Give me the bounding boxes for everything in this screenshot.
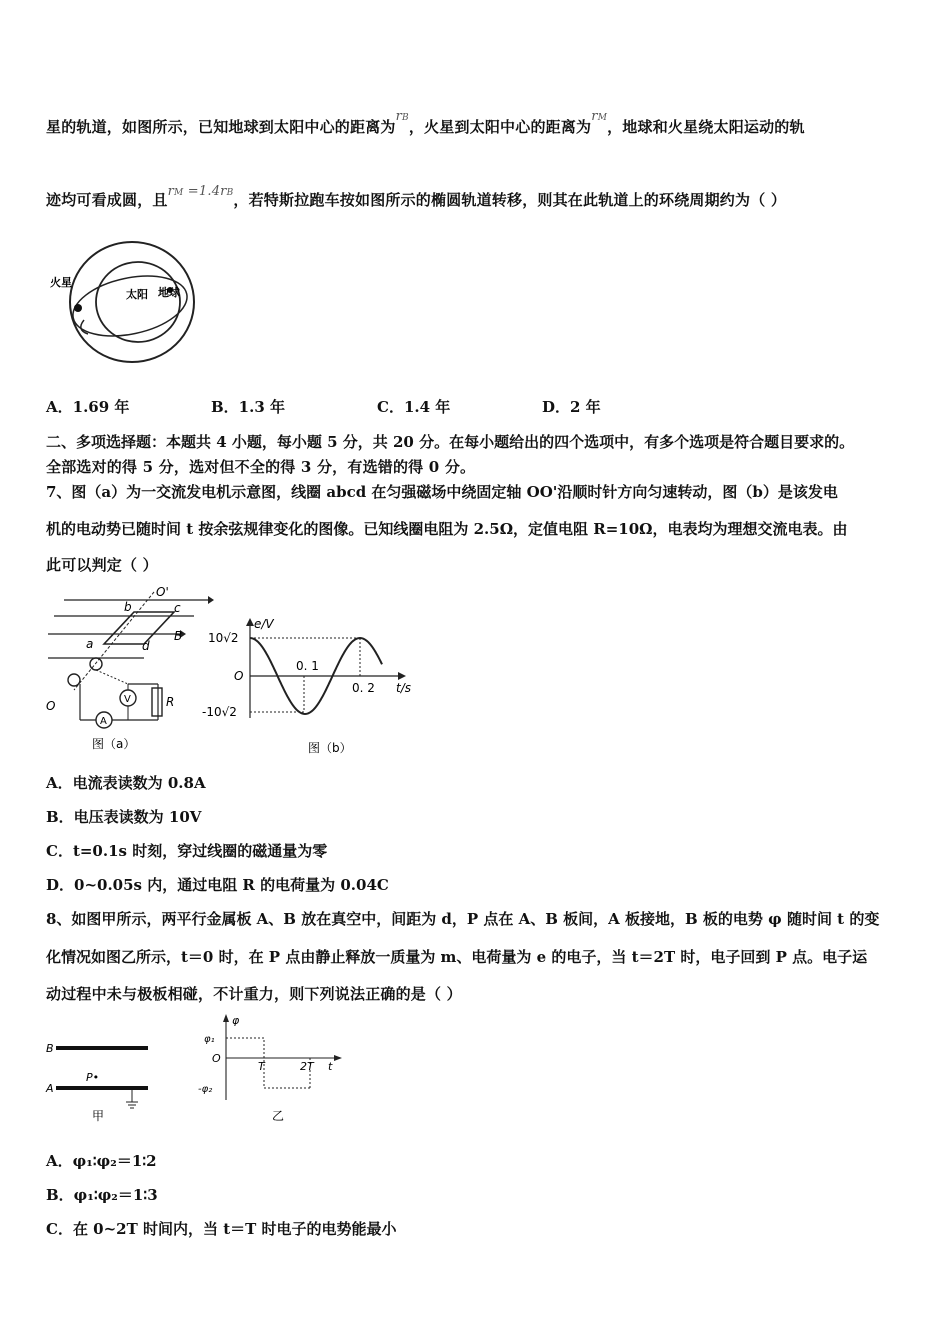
caption-fig-a: 图（a） (92, 737, 136, 751)
q7-option-b: B．电压表读数为 10V (46, 808, 202, 826)
q6-option-d: D．2 年 (542, 398, 601, 416)
emf-graph (200, 614, 420, 760)
mars-dot (74, 304, 82, 312)
plates-figure (44, 1036, 154, 1126)
q8-option-c: C．在 0~2T 时间内，当 t＝T 时电子的电势能最小 (46, 1220, 397, 1238)
rM-symbol: rM (591, 109, 608, 124)
label-V: V (124, 694, 131, 705)
y-min-label: -10√2 (202, 705, 237, 719)
q8-line-2: 化情况如图乙所示，t＝0 时，在 P 点由静止释放一质量为 m、电荷量为 e 的电子，当 t＝2T 时，电子回到 P 点。电子运 (46, 948, 868, 966)
orbit-figure (46, 240, 206, 370)
radius-relation: rM =1.4rB (167, 184, 234, 199)
q6-option-b: B．1.3 年 (211, 398, 285, 416)
q7-line-2: 机的电动势已随时间 t 按余弦规律变化的图像。已知线圈电阻为 2.5Ω，定值电阻 R=10Ω，电表均为理想交流电表。由 (46, 520, 848, 538)
section2-line-1: 二、多项选择题：本题共 4 小题，每小题 5 分，共 20 分。在每小题给出的四个选项中，有多个选项是符合题目要求的。 (46, 433, 855, 451)
label-b: b (124, 600, 132, 614)
mars-label: 火星 (50, 276, 72, 289)
q7-option-a: A．电流表读数为 0.8A (46, 774, 206, 792)
q7-option-c: C．t=0.1s 时刻，穿过线圈的磁通量为零 (46, 842, 328, 860)
q6-text: ，地球和火星绕太阳运动的轨 (607, 118, 805, 136)
phi-graph (196, 1012, 346, 1126)
x-label: t/s (396, 681, 411, 695)
earth-orbit (96, 262, 180, 342)
phi-label: φ (232, 1014, 240, 1027)
caption-jia: 甲 (92, 1109, 105, 1123)
coil-abcd (104, 612, 174, 644)
label-plate-A: A (46, 1082, 54, 1095)
q6-text: 星的轨道，如图所示，已知地球到太阳中心的距离为 (46, 118, 396, 136)
plate-A (56, 1086, 148, 1090)
q6-text: 迹均可看成圆，且 (46, 191, 168, 209)
origin-label-yi: O (212, 1052, 221, 1065)
q6-text: ，若特斯拉跑车按如图所示的椭圆轨道转移，则其在此轨道上的环绕周期约为（ ） (233, 191, 787, 209)
label-d: d (142, 639, 150, 653)
q6-text: ，火星到太阳中心的距离为 (408, 118, 592, 136)
q8-option-a: A．φ₁∶φ₂＝1∶2 (46, 1152, 157, 1170)
caption-yi: 乙 (272, 1109, 285, 1123)
q7-option-d: D．0~0.05s 内，通过电阻 R 的电荷量为 0.04C (46, 876, 389, 894)
rB-symbol: rB (395, 109, 409, 124)
q6-option-c: C．1.4 年 (377, 398, 451, 416)
q6-line-1 (46, 109, 805, 137)
q8-option-b: B．φ₁∶φ₂＝1∶3 (46, 1186, 158, 1204)
q6-line-2 (46, 184, 787, 210)
t2-label: 0. 2 (352, 681, 375, 695)
label-O: O (46, 699, 56, 713)
label-O-prime: O' (156, 585, 169, 599)
point-P: P• (86, 1071, 100, 1084)
y-label: e/V (254, 617, 274, 631)
q8-line-3: 动过程中未与极板相碰，不计重力，则下列说法正确的是（ ） (46, 985, 462, 1003)
label-A: A (100, 716, 107, 727)
earth-label: 地球 (158, 286, 180, 299)
section2-line-2: 全部选对的得 5 分，选对但不全的得 3 分，有选错的得 0 分。 (46, 458, 476, 476)
label-B-field: B (174, 629, 183, 643)
origin-label: O (234, 669, 244, 683)
resistor-R (152, 688, 162, 716)
plate-B (56, 1046, 148, 1050)
q8-line-1: 8、如图甲所示，两平行金属板 A、B 放在真空中，间距为 d，P 点在 A、B 板间，A 板接地，B 板的电势 φ 随时间 t 的变 (46, 910, 880, 928)
caption-fig-b: 图（b） (308, 741, 352, 755)
mars-orbit (70, 242, 194, 362)
sun-label: 太阳 (126, 288, 148, 301)
phi1-label: φ₁ (204, 1034, 215, 1045)
phi2-label: -φ₂ (198, 1084, 213, 1095)
q7-line-3: 此可以判定（ ） (46, 556, 158, 574)
T-label: T (258, 1060, 265, 1073)
label-a: a (86, 637, 94, 651)
label-plate-B: B (46, 1042, 54, 1055)
q7-line-1: 7、图（a）为一交流发电机示意图，线圈 abcd 在匀强磁场中绕固定轴 OO'沿顺时针方向匀速转动，图（b）是该发电 (46, 483, 838, 501)
label-c: c (174, 601, 181, 615)
2T-label: 2T (300, 1060, 314, 1073)
q6-option-a: A．1.69 年 (46, 398, 130, 416)
label-R: R (166, 695, 175, 709)
generator-figure (44, 584, 214, 756)
y-max-label: 10√2 (208, 631, 239, 645)
t1-label: 0. 1 (296, 659, 319, 673)
t-label: t (328, 1060, 333, 1073)
phi-waveform (226, 1038, 310, 1088)
